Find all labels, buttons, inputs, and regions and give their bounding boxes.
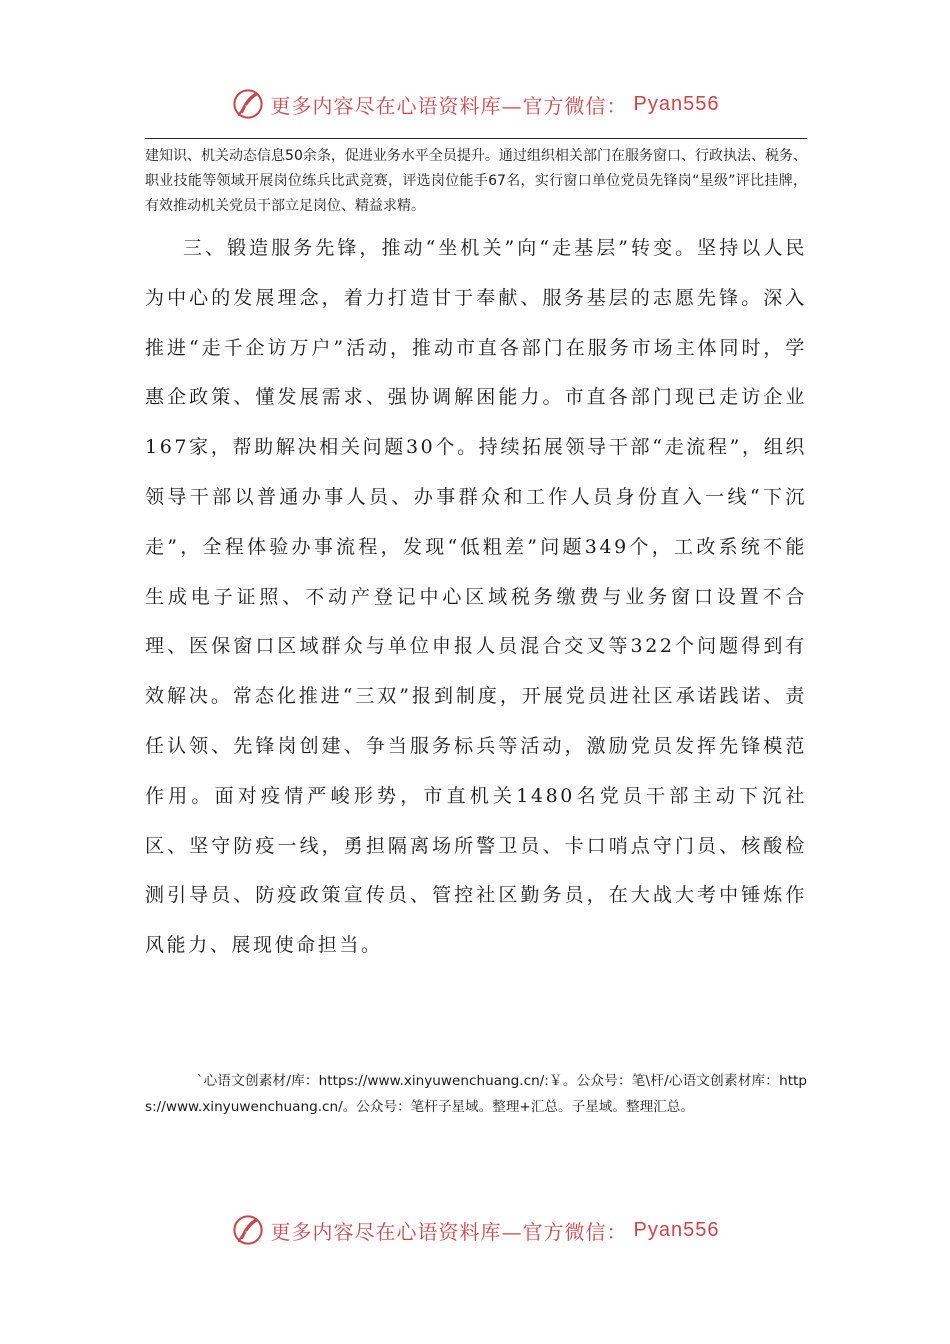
continuation-paragraph: 建知识、机关动态信息50余条，促进业务水平全员提升。通过组织相关部门在服务窗口、行政执法、税务、职业技能等领域开展岗位练兵比武竞赛，评选岗位能手67名，实行窗口单位党员先锋岗“星级”评比挂牌，有效推动机关党员干部立足岗位、精益求精。 <box>145 148 807 214</box>
quill-pen-logo-icon <box>231 1213 265 1247</box>
footer-banner-content <box>231 1213 720 1247</box>
header-banner-content <box>231 87 720 121</box>
footer-note: `心语文创素材/库：https://www.xinyuwenchuang.cn/:￥。公众号：笔\杆/心语文创素材库：https://www.xinyuwenchuang.cn/。公众号：笔杆子星域。整理+汇总。子星域。整理汇总。 <box>145 1073 807 1115</box>
footer-banner-text: 更多内容尽在心语资料库—官方微信： <box>270 1219 628 1244</box>
footer-banner <box>0 1210 950 1250</box>
footer-wechat-id: Pyan556 <box>633 1218 720 1241</box>
quill-pen-logo-icon <box>231 87 265 121</box>
header-wechat-id: Pyan556 <box>633 92 720 115</box>
header-banner-text: 更多内容尽在心语资料库—官方微信： <box>270 93 628 118</box>
main-paragraph: 三、锻造服务先锋，推动“坐机关”向“走基层”转变。坚持以人民为中心的发展理念，着力打造甘于奉献、服务基层的志愿先锋。深入推进“走千企访万户”活动，推动市直各部门在服务市场主体同时，学惠企政策、懂发展需求、强协调解困能力。市直各部门现已走访企业167家，帮助解决相关问题30个。持续拓展领导干部“走流程”，组织领导干部以普通办事人员、办事群众和工作人员身份直入一线“下沉走”，全程体验办事流程，发现“低粗差”问题349个，工改系统不能生成电子证照、不动产登记中心区域税务缴费与业务窗口设置不合理、医保窗口区域群众与单位申报人员混合交叉等322个问题得到有效解决。常态化推进“三双”报到制度，开展党员进社区承诺践诺、责任认领、先锋岗创建、争当服务标兵等活动，激励党员发挥先锋模范作用。面对疫情严峻形势，市直机关1480名党员干部主动下沉社区、坚守防疫一线，勇担隔离场所警卫员、卡口哨点守门员、核酸检测引导员、防疫政策宣传员、管控社区勤务员，在大战大考中锤炼作风能力、展现使命担当。 <box>145 237 807 957</box>
header-divider <box>145 138 807 139</box>
header-banner <box>0 84 950 124</box>
